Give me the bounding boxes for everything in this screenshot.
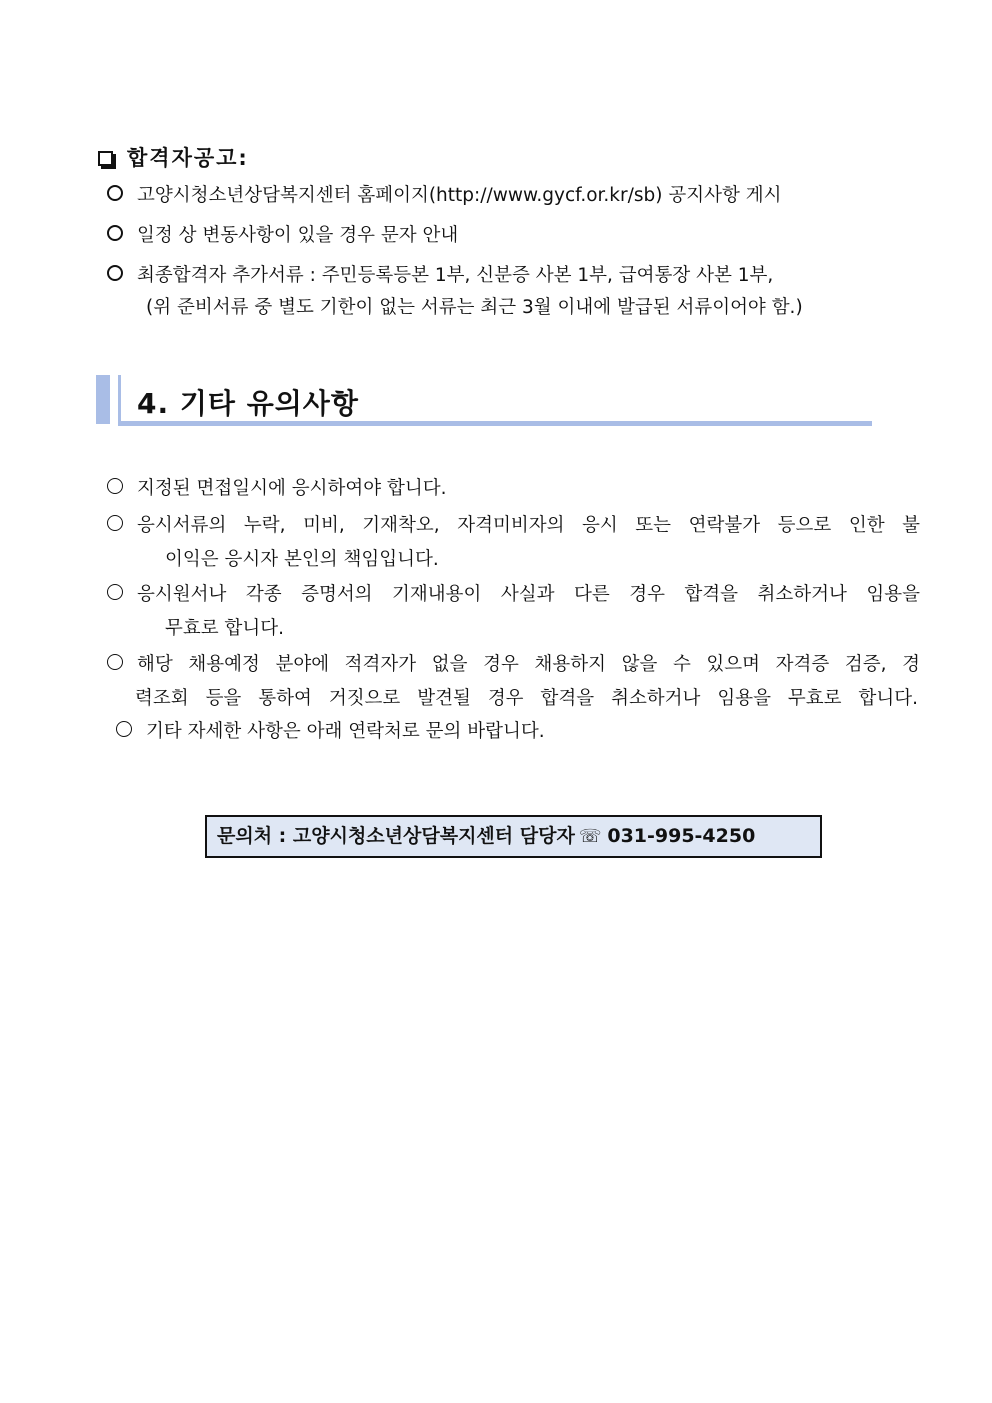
notice-item: 해당 채용예정 분야에 적격자가 없을 경우 채용하지 않을 수 있으며 자격증 검증, 경	[107, 652, 920, 678]
notice-item: 지정된 면접일시에 응시하여야 합니다.	[107, 476, 446, 502]
announce-item: 고양시청소년상담복지센터 홈페이지(http://www.gycf.or.kr/sb) 공지사항 게시	[107, 183, 781, 209]
announce-note: (위 준비서류 중 별도 기한이 없는 서류는 최근 3월 이내에 발급된 서류이어야 함.)	[146, 297, 803, 318]
announce-title: 합격자공고:	[127, 146, 249, 170]
contact-phone: 031-995-4250	[607, 825, 756, 847]
notice-item-continuation: 이익은 응시자 본인의 책임입니다.	[165, 549, 439, 570]
checkbox-square-icon	[98, 151, 113, 166]
announce-item: 일정 상 변동사항이 있을 경우 문자 안내	[107, 223, 458, 249]
notice-item-continuation: 무효로 합니다.	[165, 618, 284, 639]
circle-bullet-icon	[107, 225, 123, 241]
announce-item: 최종합격자 추가서류 : 주민등록등본 1부, 신분증 사본 1부, 급여통장 사본 1부,	[107, 263, 773, 289]
circle-bullet-icon	[107, 515, 123, 531]
notice-item: 응시서류의 누락, 미비, 기재착오, 자격미비자의 응시 또는 연락불가 등으로 인한 불	[107, 513, 920, 539]
notice-item-continuation: 력조회 등을 통하여 거짓으로 발견될 경우 합격을 취소하거나 임용을 무효로 합니다.	[135, 688, 918, 709]
contact-box	[205, 815, 822, 858]
circle-bullet-icon	[116, 721, 132, 737]
announce-heading	[98, 142, 249, 172]
circle-bullet-icon	[107, 584, 123, 600]
notice-item: 응시원서나 각종 증명서의 기재내용이 사실과 다른 경우 합격을 취소하거나 임용을	[107, 582, 920, 608]
contact-label: 문의처 : 고양시청소년상담복지센터 담당자	[217, 825, 575, 847]
notice-item: 기타 자세한 사항은 아래 연락처로 문의 바랍니다.	[116, 719, 545, 745]
circle-bullet-icon	[107, 185, 123, 201]
section-accent-bar	[96, 375, 110, 424]
phone-icon: ☏	[578, 826, 602, 847]
section-title: 4. 기타 유의사항	[137, 387, 359, 420]
circle-bullet-icon	[107, 478, 123, 494]
circle-bullet-icon	[107, 654, 123, 670]
circle-bullet-icon	[107, 265, 123, 281]
section-divider-vertical	[118, 375, 121, 426]
